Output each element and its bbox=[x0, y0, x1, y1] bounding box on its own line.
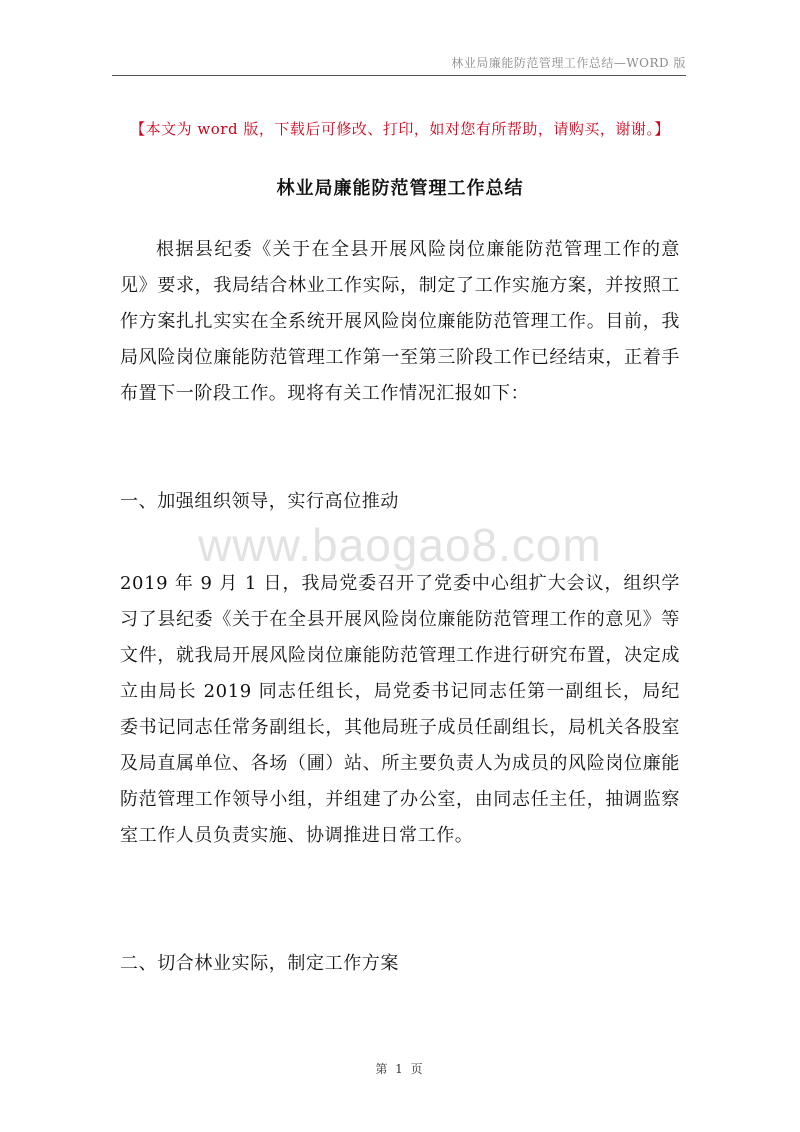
section-heading: 二、切合林业实际，制定工作方案 bbox=[120, 953, 399, 974]
watermark: www.baogao8.com bbox=[198, 519, 602, 571]
running-header: 林业局廉能防范管理工作总结—WORD 版 bbox=[451, 56, 686, 70]
page-number: 第 1 页 bbox=[375, 1062, 425, 1076]
purchase-notice: 【本文为 word 版，下载后可修改、打印，如对您有所帮助，请购买，谢谢。】 bbox=[130, 120, 670, 138]
section-heading: 一、加强组织领导，实行高位推动 bbox=[120, 491, 399, 512]
header-divider bbox=[112, 75, 686, 76]
body-paragraph: 根据县纪委《关于在全县开展风险岗位廉能防范管理工作的意见》要求，我局结合林业工作实际，制定了工作实施方案，并按照工作方案扎扎实实在全系统开展风险岗位廉能防范管理工作。目前，我局风险岗位廉能防范管理工作第一至第三阶段工作已经结束，正着手布置下一阶段工作。现将有关工作情况汇报如下： bbox=[120, 239, 680, 404]
document-title: 林业局廉能防范管理工作总结 bbox=[276, 178, 524, 199]
body-paragraph: 2019 年 9 月 1 日，我局党委召开了党委中心组扩大会议，组织学习了县纪委《关于在全县开展风险岗位廉能防范管理工作的意见》等文件，就我局开展风险岗位廉能防范管理工作进行研究布置，决定成立由局长 2019 同志任组长，局党委书记同志任第一副组长，局纪委书记同志任常务副组长，其他局班子成员任副组长，局机关各股室及局直属单位、各场（圃）站、所主要负责人为成员的风险岗位廉能防范管理工作领导小组，并组建了办公室，由同志任主任，抽调监察室工作人员负责实施、协调推进日常工作。 bbox=[120, 573, 680, 846]
